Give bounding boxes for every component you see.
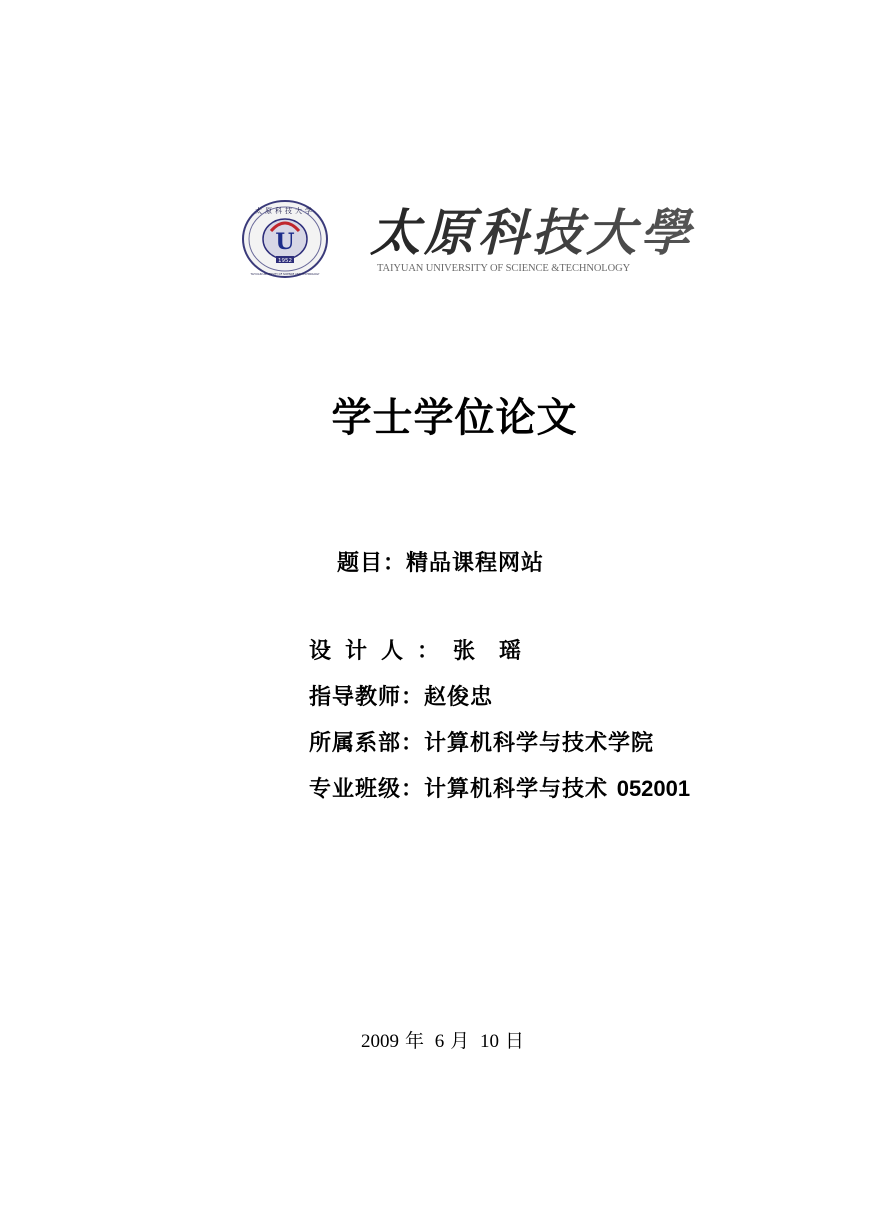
svg-text:U: U bbox=[275, 229, 295, 255]
university-name-en: TAIYUAN UNIVERSITY OF SCIENCE &TECHNOLOGY bbox=[377, 263, 631, 274]
class-code: 052001 bbox=[616, 776, 691, 801]
thesis-title: 学士学位论文 bbox=[331, 395, 578, 441]
info-value: 赵俊忠 bbox=[424, 684, 494, 710]
date-year: 2009 bbox=[361, 1031, 399, 1052]
topic-value: 精品课程网站 bbox=[406, 550, 545, 576]
topic-label: 题目： bbox=[337, 550, 407, 576]
seal-top-text: 太原科技大学 bbox=[255, 207, 315, 215]
info-row-department bbox=[309, 728, 690, 774]
info-row-advisor bbox=[309, 682, 690, 728]
seal-bottom-text: TAIYUAN UNIVERSITY OF SCIENCE AND TECHNOLOGY bbox=[250, 273, 320, 276]
date-month-unit: 月 bbox=[450, 1031, 470, 1052]
seal-year: 1952 bbox=[278, 258, 292, 264]
info-row-class bbox=[309, 774, 690, 820]
date-month: 6 bbox=[434, 1031, 445, 1052]
thesis-date bbox=[361, 1026, 530, 1053]
info-value: 张 瑶 bbox=[453, 638, 523, 664]
info-label: 设计人： bbox=[309, 638, 454, 664]
thesis-topic bbox=[337, 546, 544, 577]
date-day-unit: 日 bbox=[505, 1031, 525, 1052]
author-info bbox=[309, 636, 690, 820]
university-calligraphy-logo bbox=[352, 200, 712, 264]
info-label: 专业班级： bbox=[309, 776, 425, 802]
university-seal-logo bbox=[241, 199, 329, 279]
date-year-unit: 年 bbox=[405, 1031, 425, 1052]
info-label: 所属系部： bbox=[309, 730, 425, 756]
info-label: 指导教师： bbox=[309, 684, 425, 710]
info-value: 计算机科学与技术学院 bbox=[424, 730, 655, 756]
info-value: 计算机科学与技术 bbox=[424, 776, 609, 802]
info-row-designer bbox=[309, 636, 690, 682]
date-day: 10 bbox=[480, 1031, 500, 1052]
university-name-cn: 太原科技大學 bbox=[370, 203, 694, 262]
